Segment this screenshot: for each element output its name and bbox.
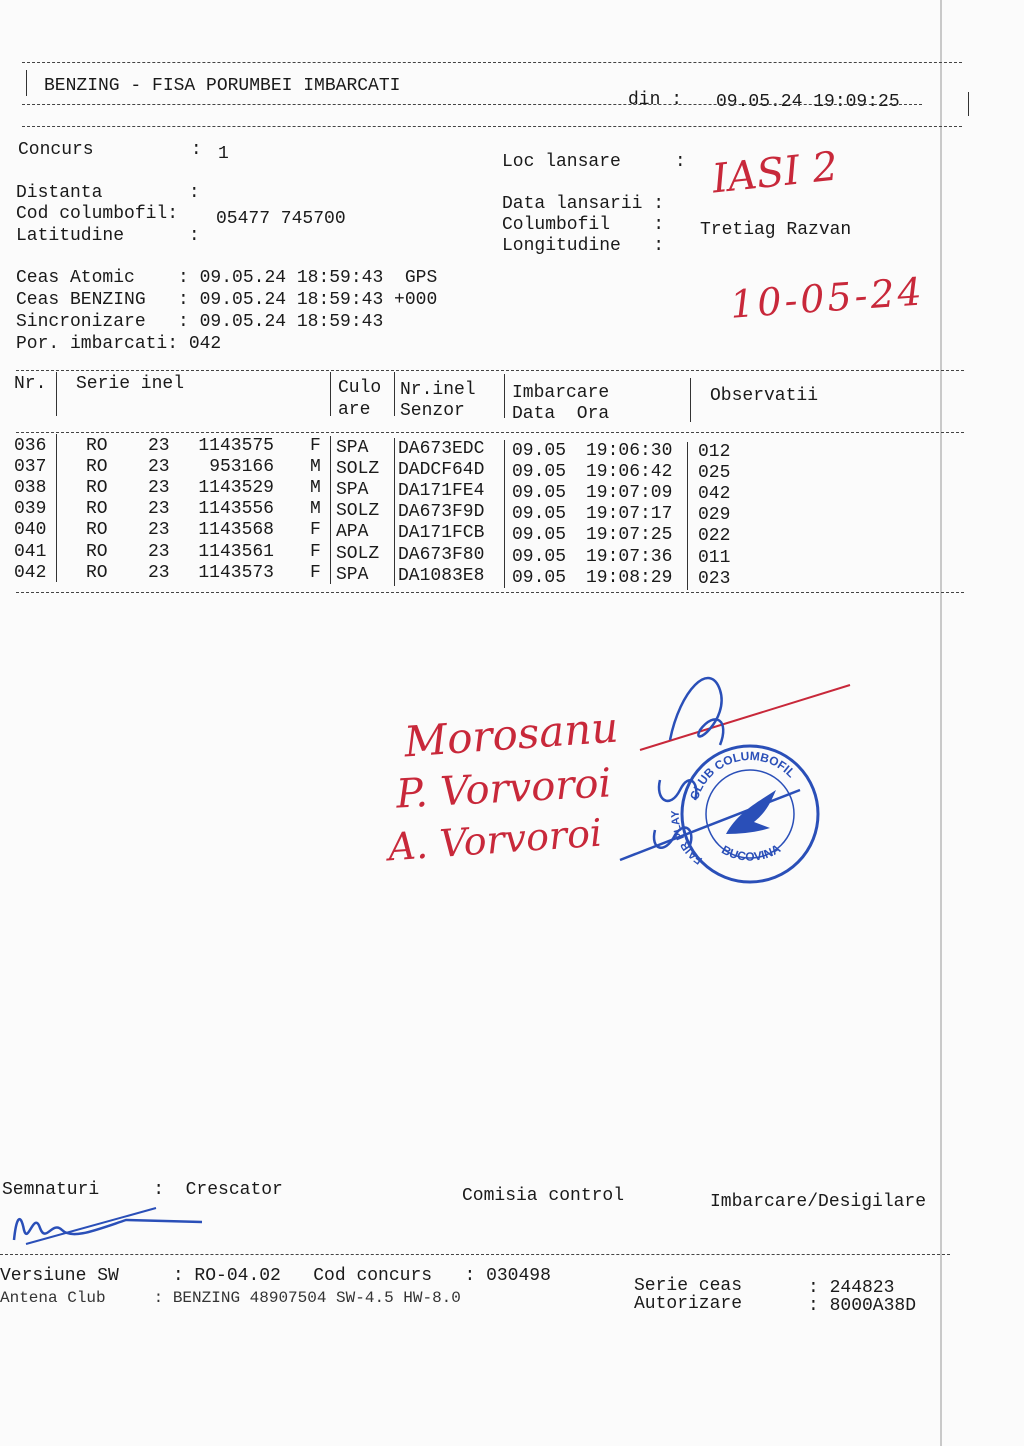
table-cell-date: 09.05: [512, 441, 567, 461]
table-cell-sensor: DA673EDC: [398, 439, 485, 459]
stamp-text-top: CLUB COLUMBOFIL: [687, 748, 799, 802]
table-cell-country: RO: [86, 478, 108, 499]
table-cell-time: 19:07:25: [586, 525, 673, 546]
table-cell-color: APA: [336, 522, 369, 543]
table-cell-sex: F: [310, 520, 321, 541]
por-imbarcati-line: Por. imbarcati: 042: [16, 334, 222, 354]
handwritten-date: 10-05-24: [728, 269, 927, 327]
signature-name-1: Morosanu: [402, 702, 620, 767]
header-mid-rule: [22, 104, 922, 105]
table-cell-country: RO: [86, 520, 108, 541]
table-cell-obs: 012: [698, 442, 731, 462]
cod-columbofil-label: Cod columbofil:: [16, 204, 179, 224]
table-cell-country: RO: [86, 541, 108, 562]
table-cell-sensor: DA171FCB: [398, 523, 485, 544]
table-cell-time: 19:06:42: [586, 462, 673, 483]
stamp-text-left: FAIR PLAY: [669, 810, 705, 867]
table-cell-sensor: DA673F9D: [398, 502, 485, 523]
table-cell-ring: 1143573: [198, 562, 274, 583]
ceas-atomic-line: Ceas Atomic : 09.05.24 18:59:43 GPS: [16, 268, 438, 288]
table-cell-ring: 1143556: [198, 499, 274, 520]
table-cell-year: 23: [148, 457, 170, 478]
table-cell-color: SOLZ: [336, 501, 380, 522]
table-cell-date: 09.05: [512, 546, 567, 567]
header-imbarcare-1: Imbarcare: [512, 383, 610, 403]
table-cell-color: SPA: [336, 564, 369, 585]
table-cell-year: 23: [148, 499, 170, 520]
table-cell-year: 23: [148, 562, 170, 583]
col-sep-4-body: [504, 440, 505, 588]
header-right-border: [968, 92, 969, 116]
table-cell-ring: 953166: [209, 457, 274, 478]
col-sep-1-header: [56, 372, 57, 416]
semnaturi-line: Semnaturi : Crescator: [2, 1180, 283, 1200]
header-observatii: Observatii: [710, 386, 819, 406]
table-cell-country: RO: [86, 562, 108, 583]
table-cell-year: 23: [148, 436, 170, 456]
table-cell-ring: 1143575: [198, 436, 274, 456]
table-cell-sensor: DA1083E8: [398, 565, 485, 586]
header-culoare-1: Culo: [338, 378, 382, 398]
table-cell-time: 19:08:29: [586, 567, 673, 588]
table-cell-obs: 025: [698, 463, 731, 484]
form-title: BENZING - FISA PORUMBEI IMBARCATI: [44, 76, 401, 96]
table-cell-sex: M: [310, 499, 321, 520]
table-cell-sex: F: [310, 562, 321, 583]
din-value: 09.05.24 19:09:25: [716, 92, 900, 112]
table-cell-color: SOLZ: [336, 543, 380, 564]
table-cell-sex: M: [310, 478, 321, 499]
table-bottom-rule: [16, 592, 964, 593]
table-cell-year: 23: [148, 541, 170, 562]
table-cell-color: SOLZ: [336, 459, 380, 480]
serie-ceas-value: : 244823: [808, 1278, 895, 1298]
table-cell-nr: 036: [14, 436, 47, 456]
table-cell-nr: 038: [14, 478, 47, 499]
col-sep-2-header: [330, 372, 331, 416]
autorizare-value: : 8000A38D: [808, 1296, 917, 1316]
header-top-rule: [22, 62, 962, 63]
table-cell-sensor: DADCF64D: [398, 460, 485, 481]
header-nrinel-2: Senzor: [400, 401, 465, 421]
crescator-signature: [6, 1200, 206, 1250]
distanta-label: Distanta :: [16, 183, 200, 203]
header-nrinel-1: Nr.inel: [400, 380, 476, 400]
table-cell-sex: M: [310, 457, 321, 478]
col-sep-5-header: [690, 378, 691, 422]
header-left-border: [26, 70, 27, 96]
table-header-rule: [16, 432, 964, 433]
table-cell-year: 23: [148, 520, 170, 541]
col-sep-4-header: [504, 374, 505, 418]
autorizare-label: Autorizare: [634, 1294, 743, 1314]
col-sep-3-body: [394, 438, 395, 586]
header-culoare-2: are: [338, 400, 371, 420]
header-serie-inel: Serie inel: [76, 374, 185, 394]
ceas-benzing-line: Ceas BENZING : 09.05.24 18:59:43 +000: [16, 290, 438, 310]
table-cell-sensor: DA673F80: [398, 544, 485, 565]
din-label: din :: [628, 90, 683, 110]
paper-edge: [940, 0, 942, 1446]
stamp-text-bottom: BUCOVINA: [719, 841, 783, 864]
table-cell-date: 09.05: [512, 525, 567, 546]
table-cell-ring: 1143529: [198, 478, 274, 499]
table-cell-date: 09.05: [512, 567, 567, 588]
table-cell-nr: 039: [14, 499, 47, 520]
table-cell-time: 19:06:30: [586, 441, 673, 461]
table-cell-year: 23: [148, 478, 170, 499]
table-cell-obs: 023: [698, 568, 731, 589]
table-cell-sensor: DA171FE4: [398, 481, 485, 502]
col-sep-5-body: [687, 442, 688, 590]
serie-ceas-label: Serie ceas: [634, 1276, 743, 1296]
table-cell-ring: 1143568: [198, 520, 274, 541]
imbarcare-desigilare: Imbarcare/Desigilare: [710, 1192, 927, 1212]
club-stamp: [669, 742, 822, 886]
longitudine-label: Longitudine :: [502, 236, 665, 256]
signature-name-3: A. Vorvoroi: [386, 810, 604, 870]
footer-rule: [0, 1254, 950, 1255]
header-nr: Nr.: [14, 374, 47, 394]
table-cell-obs: 042: [698, 484, 731, 505]
handwritten-loc: IASI 2: [709, 143, 841, 203]
table-cell-country: RO: [86, 499, 108, 520]
table-cell-nr: 041: [14, 541, 47, 562]
columbofil-label: Columbofil :: [502, 215, 665, 235]
table-cell-country: RO: [86, 436, 108, 456]
table-cell-nr: 042: [14, 562, 47, 583]
table-cell-nr: 040: [14, 520, 47, 541]
table-cell-color: SPA: [336, 480, 369, 501]
table-cell-time: 19:07:36: [586, 546, 673, 567]
table-cell-sex: F: [310, 436, 321, 456]
table-cell-ring: 1143561: [198, 541, 274, 562]
pigeon-icon: [726, 790, 776, 834]
loc-lansare-label: Loc lansare :: [502, 152, 686, 172]
table-cell-obs: 011: [698, 547, 731, 568]
header-bottom-rule: [22, 126, 962, 127]
cod-columbofil-value: 05477 745700: [216, 209, 346, 229]
comisia-control: Comisia control: [462, 1186, 625, 1206]
table-cell-date: 09.05: [512, 504, 567, 525]
table-cell-time: 19:07:17: [586, 504, 673, 525]
table-cell-sex: F: [310, 541, 321, 562]
table-top-rule: [16, 370, 964, 371]
header-imbarcare-2: Data Ora: [512, 404, 610, 424]
columbofil-value: Tretiag Razvan: [700, 220, 852, 240]
table-cell-time: 19:07:09: [586, 483, 673, 504]
table-cell-date: 09.05: [512, 483, 567, 504]
col-sep-1-body: [56, 434, 57, 582]
concurs-value: 1: [218, 144, 229, 164]
antena-line: Antena Club : BENZING 48907504 SW-4.5 HW-8.0: [0, 1289, 461, 1307]
latitudine-label: Latitudine :: [16, 226, 200, 246]
table-cell-obs: 022: [698, 526, 731, 547]
table-cell-country: RO: [86, 457, 108, 478]
col-sep-2-body: [330, 436, 331, 584]
concurs-label: Concurs :: [18, 140, 202, 160]
table-cell-nr: 037: [14, 457, 47, 478]
table-cell-obs: 029: [698, 505, 731, 526]
versiune-line: Versiune SW : RO-04.02 Cod concurs : 030498: [0, 1266, 551, 1286]
table-cell-date: 09.05: [512, 462, 567, 483]
signature-name-2: P. Vorvoroi: [394, 760, 613, 818]
data-lansarii-label: Data lansarii :: [502, 194, 665, 214]
table-cell-color: SPA: [336, 438, 369, 458]
sincronizare-line: Sincronizare : 09.05.24 18:59:43: [16, 312, 384, 332]
col-sep-3-header: [394, 372, 395, 416]
